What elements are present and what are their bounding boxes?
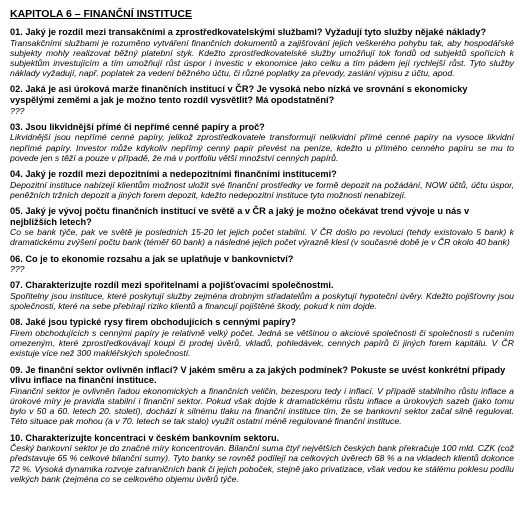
chapter-title: KAPITOLA 6 – FINANČNÍ INSTITUCE [10, 8, 193, 20]
question-05: 05. Jaký je vývoj počtu finančních institucí ve světě a v ČR a jaký je možno očekávat trend vývoje u nás v nejbližších letech? [10, 206, 470, 227]
answer-06: ??? [10, 264, 25, 275]
question-block-08 [10, 317, 514, 358]
answer-07: Spořitelny jsou instituce, které poskytují služby zejména drobným střadatelům a poskytují hypoteční úvěry. Kdežto pojišťovny jsou společnosti, které na sebe přebírají riziko klientů a financují pojištěné škody, pokud k nim dojde. [10, 290, 514, 312]
question-10: 10. Charakterizujte koncentraci v českém bankovním sektoru. [10, 432, 280, 443]
question-block-06 [10, 254, 514, 275]
answer-09: Finanční sektor je ovlivněn řadou ekonomických a finančních veličin, bezesporu tedy i inflací. V případě stabilního růstu inflace a úrokové míry je pravidla stabilní i finanční sektor. Pokud však dojde k dramatickému růstu inflace a úrokových sazeb (jako tomu bylo v 50 a 60. letech 20. století), dochází k silnému tlaku na finanční instituce tím, že se bankovní sektor začal silně regulovat. Této situace pak mohou (a v 70. letech se tak stalo) využít ostatní méně regulované finanční instituce. [10, 385, 514, 427]
question-block-05 [10, 206, 514, 248]
answer-05: Co se bank týče, pak ve světě je posledních 15-20 let jejich počet stabilní. V ČR došlo po revoluci (tehdy existovalo 5 bank) k dramatickému zvýšení počtu bank (téměř 60 bank) a následné jejich počet výrazně klesl (v současné době je v ČR okolo 40 bank) [10, 227, 514, 248]
question-block-03 [10, 122, 514, 163]
question-01: 01. Jaký je rozdíl mezi transakčními a zprostředkovatelskými službami? Vyžadují tyto služby nějaké náklady? [10, 27, 487, 37]
question-08: 08. Jaké jsou typické rysy firem obchodujících s cennými papíry? [10, 317, 296, 328]
question-block-09 [10, 365, 514, 427]
question-09: 09. Je finanční sektor ovlivněn inflací? V jakém směru a za jakých podmínek? Pokuste se uvést konkrétní případy vlivu inflace na finanční instituce. [10, 364, 506, 386]
question-03: 03. Jsou likvidnější přímé či nepřímé cenné papíry a proč? [10, 121, 265, 132]
answer-01: Transakčními službami je rozuměno vytváření finančních dokumentů a zajišťování jejich veškerého pohybu tak, aby hospodářské subjekty mohly realizovat běžný platební styk. Kdežto zprostředkovatelské služby umožňují tok fondů od subjektů spořících k subjektům investujícím a tím umožňují růst úspor i investic v ekonomice jako celku a tím pádem její rychlejší růst. Tyto služby náklady vyžadují, např. poplatek za vedení běžného účtu, či různé poplatky za převody, zaslání výpisu z účtu, apod. [10, 37, 514, 79]
question-block-07 [10, 280, 514, 311]
answer-08: Firem obchodujících s cennými papíry je relativně velký počet. Jedná se většinou o akciové společnosti či společnosti s ručením omezeným, které zprostředkovávají koupi či prodej úvěrů, vkladů, pohledávek, cenných papírů či jiných forem kapitálu. V ČR existuje více než 300 makléřských společností. [10, 327, 514, 359]
answer-10: Český bankovní sektor je do značné míry koncentrován. Bilanční suma čtyř největších českých bank překračuje 100 mld. CZK (což představuje 65 % celkové bilanční sumy). Tyto banky se rovněž podílejí na celkových úvěrech 68 % a na vkladech klientů dokonce 72 %. Vysoká dynamika rozvoje zahraničních bank či jejich poboček, stejně jako privatizace, však vedou ke stálému poklesu podílu velkých bank (zejména co se celkového objemu úvěrů týče. [10, 443, 514, 484]
question-block-04 [10, 169, 514, 200]
answer-02: ??? [10, 105, 25, 116]
question-block-02 [10, 84, 514, 115]
question-block-01 [10, 27, 514, 78]
question-04: 04. Jaký je rozdíl mezi depozitními a nedepozitními finančními institucemi? [10, 169, 337, 179]
question-02: 02. Jaká je asi úroková marže finančních institucí v ČR? Je vysoká nebo nízká ve srovnání s ekonomicky vyspělými zeměmi a jak je možno tento rozdíl vysvětlit? Má opodstatnění? [10, 84, 468, 105]
question-07: 07. Charakterizujte rozdíl mezi spořitelnami a pojišťovacími společnostmi. [10, 280, 334, 291]
answer-03: Likvidnější jsou nepřímé cenné papíry, jelikož zprostředkovatele transformují nelikvidní přímé cenné papíry na vysoce likvidní nepřímé papíry. Investor může kdykoliv nepřímý cenný papír převést na peníze, kdežto u přímého cenného papíru se mu to povede jen s těží a pouze v případě, že má v portfoliu větší množství cenných papírů. [10, 132, 514, 163]
answer-04: Depozitní instituce nabízejí klientům možnost uložit své finanční prostředky ve formě depozit na požádání, NOW účtů, účtu úspor, peněžních tržních depozit a jiných forem depozit, kdežto nedepozitní instituce tyto možnosti nenabízejí. [10, 179, 514, 200]
question-block-10 [10, 433, 514, 484]
question-06: 06. Co je to ekonomie rozsahu a jak se uplatňuje v bankovnictví? [10, 253, 294, 264]
